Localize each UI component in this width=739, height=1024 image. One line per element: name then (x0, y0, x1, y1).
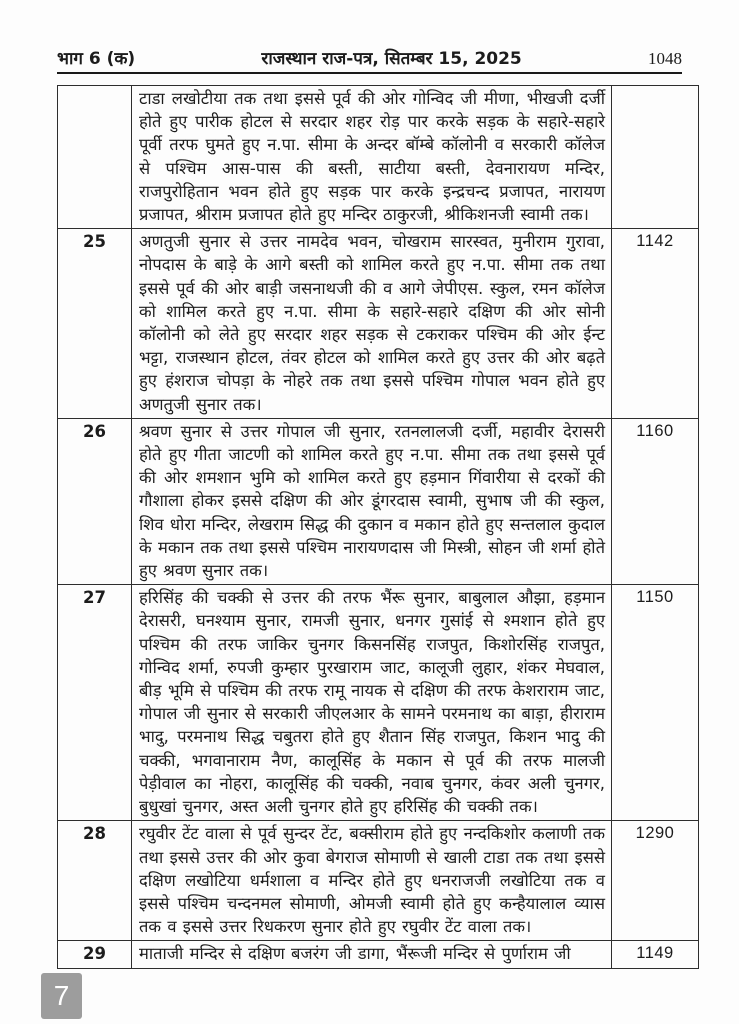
boundary-description-cell: श्रवण सुनार से उत्तर गोपाल जी सुनार, रतनलालजी दर्जी, महावीर देरासरी होते हुए गीता जाटणी को शामिल करते हुए न.पा. सीमा तक तथा इससे पूर्व की ओर शमशान भुमि को शामिल करते हुए हड़मान गिंवारीया से दरकों की गौशाला होकर इससे दक्षिण की ओर डूंगरदास स्वामी, सुभाष जी की स्कुल, शिव धोरा मन्दिर, लेखराम सिद्ध की दुकान व मकान होते हुए सन्तलाल कुदाल के मकान तक तथा इससे पश्चिम नारायणदास जी मिस्त्री, सोहन जी शर्मा होते हुए श्रवण सुनार तक। (132, 418, 612, 584)
header-page-ref: 1048 (648, 49, 682, 68)
value-cell: 1150 (612, 585, 699, 821)
value-cell (612, 86, 699, 229)
boundary-description-cell: अणतुजी सुनार से उत्तर नामदेव भवन, चोखराम सारस्वत, मुनीराम गुरावा, नोपदास के बाड़े के आगे बस्ती को शामिल करते हुए न.पा. सीमा तक तथा इससे पूर्व की ओर बाड़ी जसनाथजी की व आगे जेपीएस. स्कुल, रमन कॉलेज को शामिल करते हुए न.पा. सीमा के सहारे-सहारे दक्षिण की ओर सोनी कॉलोनी को लेते हुए सरदार शहर सड़क से टकराकर पश्चिम की ओर ईन्ट भट्टा, राजस्थान होटल, तंवर होटल को शामिल करते हुए उत्तर की ओर बढ़ते हुए हंशराज चोपड़ा के नोहरे तक तथा इससे पश्चिम गोपाल भवन होते हुए अणतुजी सुनार तक। (132, 229, 612, 419)
boundary-description-cell: हरिसिंह की चक्की से उत्तर की तरफ भैंरू सुनार, बाबुलाल औझा, हड़मान देरासरी, घनश्याम सुनार, रामजी सुनार, धनगर गुसांई से श्मशान होते हुए पश्चिम की तरफ जाकिर चुनगर किसनसिंह राजपुत, किशोरसिंह राजपुत, गोन्विद शर्मा, रुपजी कुम्हार पुरखाराम जाट, कालूजी लुहार, शंकर मेघवाल, बीड़ भूमि से पश्चिम की तरफ रामू नायक से दक्षिण की तरफ केशराराम जाट, गोपाल जी सुनार से सरकारी जीएलआर के सामने परमनाथ का बाड़ा, हीराराम भादु, परमनाथ सिद्ध चबुतरा होते हुए शैतान सिंह राजपुत, किशन भादु की चक्की, भगवानाराम नैण, कालूसिंह के मकान से पूर्व की तरफ मालजी पेड़ीवाल का नोहरा, कालूसिंह की चक्की, नवाब चुनगर, कंवर अली चुनगर, बुधुखां चुनगर, अस्त अली चुनगर होते हुए हरिसिंह की चक्की तक। (132, 585, 612, 821)
boundary-description-cell: माताजी मन्दिर से दक्षिण बजरंग जी डागा, भैंरूजी मन्दिर से पुर्णाराम जी (132, 941, 612, 968)
table-row (58, 941, 699, 968)
row-number-cell: 25 (58, 229, 132, 419)
header-part-label: भाग 6 (क) (57, 49, 136, 69)
header-title: राजस्थान राज-पत्र, सितम्बर 15, 2025 (261, 49, 522, 69)
boundary-table-body (58, 86, 699, 969)
value-cell: 1142 (612, 229, 699, 419)
table-row (58, 585, 699, 821)
table-row (58, 229, 699, 419)
boundary-description-cell: रघुवीर टेंट वाला से पूर्व सुन्दर टेंट, बक्सीराम होते हुए नन्दकिशोर कलाणी तक तथा इससे उत्तर की ओर कुवा बेगराज सोमाणी से खाली टाडा तक तथा इससे दक्षिण लखोटिया धर्मशाला व मन्दिर होते हुए धनराजजी लखोटिया तक व इससे पश्चिम चन्दनमल सोमाणी, ओमजी स्वामी होते हुए कन्हैयालाल व्यास तक व इससे उत्तर रिधकरण सुनार होते हुए रघुवीर टेंट वाला तक। (132, 821, 612, 941)
page-header (57, 46, 682, 74)
row-number-cell: 27 (58, 585, 132, 821)
boundary-table (57, 85, 699, 969)
boundary-description-cell: टाडा लखोटीया तक तथा इससे पूर्व की ओर गोन्विद जी मीणा, भीखजी दर्जी होते हुए पारीक होटल से सरदार शहर रोड़ पार करके सड़क के सहारे-सहारे पूर्वी तरफ घुमते हुए न.पा. सीमा के अन्दर बॉम्बे कॉलोनी व सरकारी कॉलेज से पश्चिम आस-पास की बस्ती, साटीया बस्ती, देवनारायण मन्दिर, राजपुरोहितान भवन होते हुए सड़क पार करके इन्द्रचन्द प्रजापत, नारायण प्रजापत, श्रीराम प्रजापत होते हुए मन्दिर ठाकुरजी, श्रीकिशनजी स्वामी तक। (132, 86, 612, 229)
row-number-cell (58, 86, 132, 229)
value-cell: 1290 (612, 821, 699, 941)
table-row (58, 821, 699, 941)
value-cell: 1149 (612, 941, 699, 968)
row-number-cell: 29 (58, 941, 132, 968)
value-cell: 1160 (612, 418, 699, 584)
table-row (58, 418, 699, 584)
row-number-cell: 26 (58, 418, 132, 584)
page-number-label: 7 (53, 980, 70, 1011)
row-number-cell: 28 (58, 821, 132, 941)
page-number-badge (41, 973, 82, 1019)
table-row (58, 86, 699, 229)
